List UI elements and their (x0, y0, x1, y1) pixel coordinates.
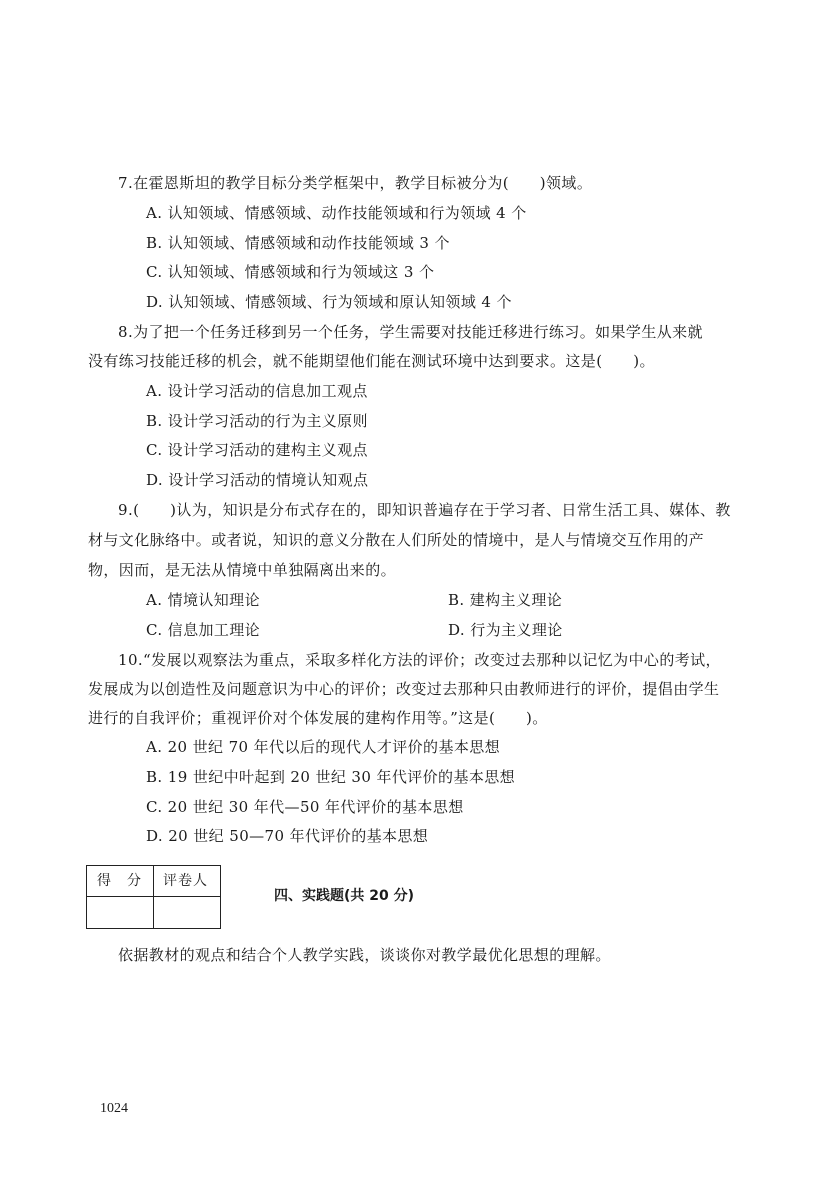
q9-stem-line-1: 9.( )认为，知识是分布式存在的，即知识普遍存在于学习者、日常生活工具、媒体、教 (118, 501, 731, 519)
section-4-heading: 四、实践题(共 20 分) (274, 888, 415, 904)
q9-option-d: D. 行为主义理论 (448, 621, 563, 639)
grader-label: 评卷人 (163, 873, 208, 889)
q10-option-b: B. 19 世纪中叶起到 20 世纪 30 年代评价的基本思想 (146, 768, 516, 786)
q8-option-d: D. 设计学习活动的情境认知观点 (146, 471, 369, 489)
q8-stem-line-1: 8.为了把一个任务迁移到另一个任务，学生需要对技能迁移进行练习。如果学生从来就 (118, 323, 703, 341)
q9-stem-line-2: 材与文化脉络中。或者说，知识的意义分散在人们所处的情境中，是人与情境交互作用的产 (88, 531, 705, 549)
score-table-col-divider (153, 866, 154, 928)
q10-option-a: A. 20 世纪 70 年代以后的现代人才评价的基本思想 (146, 738, 501, 756)
q7-option-a: A. 认知领域、情感领域、动作技能领域和行为领域 4 个 (146, 204, 527, 222)
q7-option-b: B. 认知领域、情感领域和动作技能领域 3 个 (146, 234, 450, 252)
q9-option-c: C. 信息加工理论 (146, 621, 261, 639)
q9-stem-line-3: 物，因而，是无法从情境中单独隔离出来的。 (88, 561, 397, 579)
score-table (86, 865, 221, 929)
q9-option-a: A. 情境认知理论 (146, 591, 260, 609)
q8-option-b: B. 设计学习活动的行为主义原则 (146, 412, 368, 430)
q7-option-d: D. 认知领域、情感领域、行为领域和原认知领域 4 个 (146, 293, 512, 311)
q8-option-a: A. 设计学习活动的信息加工观点 (146, 382, 368, 400)
q10-stem-line-1: 10.“发展以观察法为重点，采取多样化方法的评价；改变过去那种以记忆为中心的考试， (118, 651, 721, 669)
q7-option-c: C. 认知领域、情感领域和行为领域这 3 个 (146, 263, 435, 281)
q10-stem-line-3: 进行的自我评价；重视评价对个体发展的建构作用等。”这是( )。 (88, 709, 548, 727)
page-number: 1024 (100, 1101, 128, 1116)
q10-stem-line-2: 发展成为以创造性及问题意识为中心的评价；改变过去那种只由教师进行的评价，提倡由学生 (88, 680, 720, 698)
q10-option-c: C. 20 世纪 30 年代—50 年代评价的基本思想 (146, 798, 464, 816)
q10-option-d: D. 20 世纪 50—70 年代评价的基本思想 (146, 827, 429, 845)
score-label: 得 分 (97, 873, 142, 889)
q8-option-c: C. 设计学习活动的建构主义观点 (146, 441, 368, 459)
q8-stem-line-2: 没有练习技能迁移的机会，就不能期望他们能在测试环境中达到要求。这是( )。 (88, 352, 655, 370)
q7-stem: 7.在霍恩斯坦的教学目标分类学框架中，教学目标被分为( )领域。 (118, 174, 593, 192)
q9-option-b: B. 建构主义理论 (448, 591, 563, 609)
section-4-question: 依据教材的观点和结合个人教学实践，谈谈你对教学最优化思想的理解。 (118, 946, 611, 964)
